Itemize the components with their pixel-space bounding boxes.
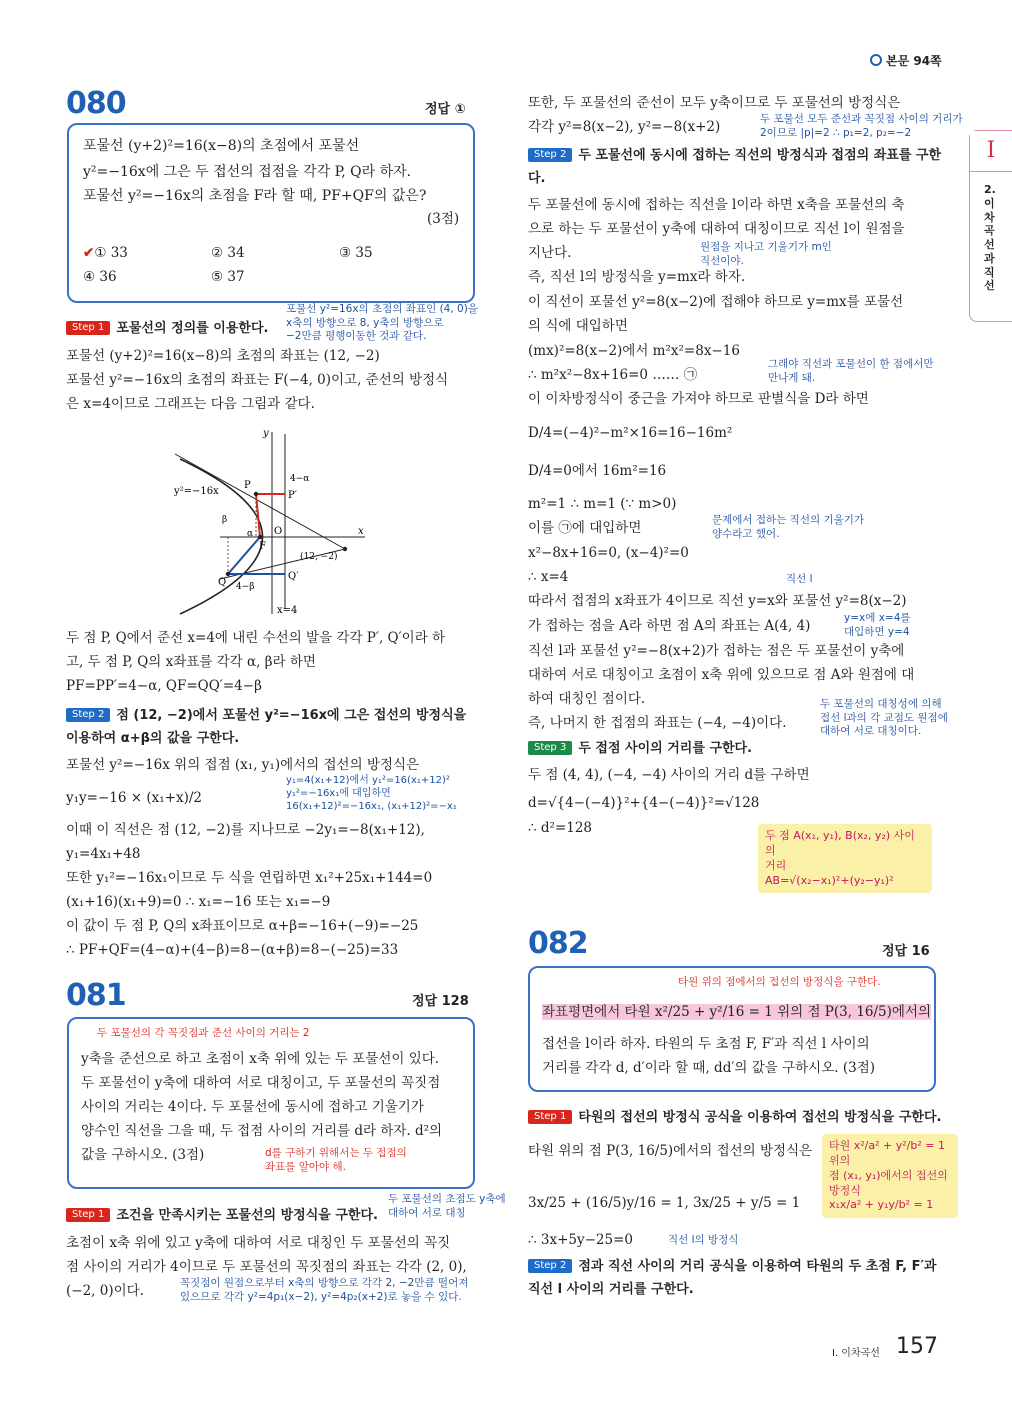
line-l-note: 직선 l [786,573,813,585]
footer-chapter: I. 이차곡선 [832,1348,880,1359]
parabola-graph [160,424,390,619]
point-12-2-label: (12, −2) [300,552,338,562]
problem-line: 포물선 y²=−16x의 초점을 F라 할 때, PF+QF의 값은? [83,188,427,204]
body-line: 이 이차방정식이 중근을 가져야 하므로 판별식을 D라 하면 [528,391,869,407]
line-l-equation-note: 직선 l의 방정식 [668,1234,739,1246]
body-line: 두 포물선에 동시에 접하는 직선을 l이라 하면 x축을 포물선의 축 [528,197,905,213]
problem-line: y²=−16x에 그은 두 접선의 접점을 각각 P, Q라 하자. [83,164,412,180]
body-line: x²−8x+16=0, (x−4)²=0 [528,545,689,561]
problem-line: y축을 준선으로 하고 초점이 x축 위에 있는 두 포물선이 있다. [81,1051,440,1067]
step2-080: Step 2 점 (12, −2)에서 포물선 y²=−16x에 그은 접선의 방정식을 [66,707,466,724]
step2-081: Step 2 두 포물선에 동시에 접하는 직선의 방정식과 접점의 좌표를 구한 [528,147,941,164]
body-line: 타원 위의 점 P(3, 16/5)에서의 접선의 방정식은 [528,1143,813,1159]
body-line: (−2, 0)이다. [66,1283,144,1299]
body-line: ∴ 3x+5y−25=0 [528,1232,634,1248]
problem-line: 두 포물선이 y축에 대하여 서로 대칭이고, 두 포물선의 꼭짓점 [81,1075,441,1091]
point-p [254,492,258,496]
step1-081: Step 1 조건을 만족시키는 포물선의 방정식을 구한다. [66,1207,378,1224]
curve-label: y²=−16x [174,486,219,497]
f-label: F [259,541,266,552]
body-line: 두 점 P, Q에서 준선 x=4에 내린 수선의 발을 각각 P′, Q′이라 하 [66,630,446,646]
body-line: 으로 하는 두 포물선이 y축에 대하여 대칭이므로 직선 l이 원점을 [528,221,905,237]
body-line: PF=PP′=4−α, QF=QQ′=4−β [66,678,262,694]
top-segment-label: 4−α [290,474,310,484]
p-prime-label: P′ [288,490,297,501]
step2-title-line2: 다. [528,171,546,186]
check-icon: ✔ [83,245,95,261]
body-line: 즉, 직선 l의 방정식을 y=mx라 하자. [528,269,746,285]
body-line: 3x/25 + (16/5)y/16 = 1, 3x/25 + y/5 = 1 [528,1195,801,1211]
choice-1[interactable]: ✔① 33 [83,245,128,261]
body-line: 직선 l과 포물선 y²=−8(x+2)가 접하는 점은 두 포물선이 y축에 [528,643,905,659]
body-line: 각각 y²=8(x−2), y²=−8(x+2) [528,119,721,135]
step2-title-line2: 직선 l 사이의 거리를 구한다. [528,1282,694,1297]
body-line: D/4=(−4)²−m²×16=16−16m² [528,425,733,441]
step1-note-081: 두 포물선의 초점도 y축에 대하여 서로 대칭 [388,1193,506,1219]
step3-081: Step 3 두 접점 사이의 거리를 구한다. [528,740,752,757]
choice-5[interactable]: ⑤ 37 [211,269,245,285]
body-line: y₁y=−16 × (x₁+x)/2 [66,790,202,806]
body-line: 또한 y₁²=−16x₁이므로 두 식을 연립하면 x₁²+25x₁+144=0 [66,870,433,886]
choice-3[interactable]: ③ 35 [339,245,373,261]
body-line: 따라서 접점의 x좌표가 4이므로 직선 y=x와 포물선 y²=8(x−2) [528,593,907,609]
body-line: ∴ PF+QF=(4−α)+(4−β)=8−(α+β)=8−(−25)=33 [66,942,399,958]
body-line: 포물선 (y+2)²=16(x−8)의 초점의 좌표는 (12, −2) [66,348,380,364]
problem-note-081: d를 구하기 위해서는 두 접점의 좌표를 알아야 해. [265,1147,407,1173]
body-line: 또한, 두 포물선의 준선이 모두 y축이므로 두 포물선의 방정식은 [528,95,901,111]
points-label: (3점) [427,211,460,227]
slope-note: 문제에서 접하는 직선의 기울기가 양수라고 했어. [712,514,865,540]
body-line: 즉, 나머지 한 접점의 좌표는 (−4, −4)이다. [528,715,787,731]
answer-080: 정답 ① [425,102,466,117]
body-line: 이 직선이 포물선 y²=8(x−2)에 접해야 하므로 y=mx를 포물선 [528,294,904,310]
problem-box-081 [67,1017,475,1189]
body-line: y₁=4x₁+48 [66,846,141,862]
problem-line: 양수인 직선을 그을 때, 두 접점 사이의 거리를 d라 하자. d²의 [81,1123,443,1139]
point-12-2 [343,547,347,551]
body-line: 대하여 서로 대칭이고 초점이 x축 위에 있으므로 점 A와 원점에 대 [528,667,915,683]
page-ref: 본문 94쪽 [870,52,942,69]
alpha-label: α [247,529,254,539]
body-line: d=√{4−(−4)}²+{4−(−4)}²=√128 [528,795,760,811]
body-note-081: 꼭짓점이 원점으로부터 x축의 방향으로 각각 2, −2만큼 떨어져 있으므로 각각 y²=4p₁(x−2), y²=4p₂(x+2)로 놓을 수 있다. [180,1277,469,1303]
one-point-note: 그래야 직선과 포물선이 한 점에서만 만나게 돼. [768,358,934,384]
q-prime-label: Q′ [288,571,299,582]
step2-082: Step 2 점과 직선 사이의 거리 공식을 이용하여 타원의 두 초점 F, F′과 [528,1258,936,1275]
chapter-side-tab[interactable] [969,130,1012,322]
qf-segment [228,537,260,574]
body-line: 두 점 (4, 4), (−4, −4) 사이의 거리 d를 구하면 [528,767,810,783]
body-line: 가 접하는 점을 A라 하면 점 A의 좌표는 A(4, 4) [528,618,811,634]
body-line: 이때 이 직선은 점 (12, −2)를 지나므로 −2y₁=−8(x₁+12), [66,822,425,838]
problem-number-081: 081 [66,978,126,1013]
symmetry-note: 두 포물선의 대칭성에 의해 접선 l과의 각 교점도 원점에 대하여 서로 대칭이다. [820,698,948,738]
problem-line: 값을 구하시오. (3점) [81,1147,205,1163]
step2-title-line2: 이용하여 α+β의 값을 구한다. [66,731,240,746]
y-eq-x-note: y=x에 x=4를 대입하면 y=4 [844,612,911,638]
tangent-formula-box: 타원 x²/a² + y²/b² = 1 위의 점 (x₁, y₁)에서의 접선의 방정식 x₁x/a² + y₁y/b² = 1 [822,1134,958,1218]
step1-080: Step 1 포물선의 정의를 이용한다. [66,320,268,337]
problem-line: 좌표평면에서 타원 x²/25 + y²/16 = 1 위의 점 P(3, 16/5)에서의 [542,1004,932,1020]
choice-4[interactable]: ④ 36 [83,269,117,285]
problem-line: 거리를 각각 d, d′이라 할 때, dd′의 값을 구하시오. (3점) [542,1060,876,1076]
body-line: 이 값이 두 점 P, Q의 x좌표이므로 α+β=−16+(−9)=−25 [66,918,419,934]
problem-line: 접선을 l이라 하자. 타원의 두 초점 F, F′과 직선 l 사이의 [542,1036,870,1052]
point-q [226,572,230,576]
page-number: 157 [896,1334,938,1359]
body-line: ∴ x=4 [528,569,569,585]
body-line: 고, 두 점 P, Q의 x좌표를 각각 α, β라 하면 [66,654,316,670]
body-line: ∴ m²x²−8x+16=0 …… ㉠ [528,367,698,383]
body-line: ∴ d²=128 [528,820,593,836]
origin-label: O [274,526,283,537]
body-line: 포물선 y²=−16x의 초점의 좌표는 F(−4, 0)이고, 준선의 방정식 [66,372,449,388]
body-line: 의 식에 대입하면 [528,318,628,334]
body-line: 하여 대칭인 점이다. [528,691,646,707]
body-line: 지난다. [528,245,572,261]
choice-2[interactable]: ② 34 [211,245,245,261]
step2-note-080: y₁=4(x₁+12)에서 y₁²=16(x₁+12)² y₁²=−16x₁에 대입하면 16(x₁+12)²=−16x₁, (x₁+12)²=−x₁ [286,775,457,812]
right-top-note: 두 포물선 모두 준선과 꼭짓점 사이의 거리가 2이므로 |p|=2 ∴ p₁=2, p₂=−2 [760,113,963,139]
y-axis-label: y [263,428,269,439]
step1-082: Step 1 타원의 접선의 방정식 공식을 이용하여 접선의 방정식을 구한다. [528,1109,941,1126]
answer-082: 정답 16 [882,944,930,959]
section-tab-label: 2. 이차곡선과 직선 [984,183,996,293]
body-line: (x₁+16)(x₁+9)=0 ∴ x₁=−16 또는 x₁=−9 [66,894,331,910]
origin-line-note: 원점을 지나고 기울기가 m인 직선이야. [700,241,832,267]
problem-number-080: 080 [66,86,126,121]
body-line: 이를 ㉠에 대입하면 [528,520,642,536]
problem-line: 사이의 거리는 4이다. 두 포물선에 동시에 접하고 기울기가 [81,1099,424,1115]
line-label: x=4 [277,605,298,616]
step1-note-080: 포물선 y²=16x의 초점의 좌표인 (4, 0)을 x축의 방향으로 8, y축의 방향으로 −2만큼 평행이동한 것과 같다. [286,303,478,343]
body-line: 초점이 x축 위에 있고 y축에 대하여 서로 대칭인 두 포물선의 꼭짓 [66,1235,451,1251]
chapter-tab-label: I [970,131,1012,172]
q-label: Q [218,577,227,588]
circle-bullet-icon [870,54,882,66]
problem-number-082: 082 [528,926,588,961]
point-f [258,535,262,539]
body-line: (mx)²=8(x−2)에서 m²x²=8x−16 [528,343,740,359]
body-line: m²=1 ∴ m=1 (∵ m>0) [528,496,677,512]
problem-box-080 [67,123,475,303]
bottom-segment-label: 4−β [236,582,255,592]
body-line: 은 x=4이므로 그래프는 다음 그림과 같다. [66,396,315,412]
beta-label: β [222,515,228,525]
problem-line: 포물선 (y+2)²=16(x−8)의 초점에서 포물선 [83,138,360,154]
answer-081: 정답 128 [412,994,469,1009]
top-note-082: 타원 위의 점에서의 접선의 방정식을 구한다. [678,976,881,988]
distance-formula-box: 두 점 A(x₁, y₁), B(x₂, y₂) 사이의 거리 AB=√(x₂−x₁)²+(y₂−y₁)² [758,824,932,893]
x-axis-label: x [358,526,364,537]
body-line: 점 사이의 거리가 4이므로 두 포물선의 꼭짓점의 좌표는 각각 (2, 0), [66,1259,467,1275]
top-note-081: 두 포물선의 각 꼭짓점과 준선 사이의 거리는 2 [97,1027,310,1039]
p-label: P [244,480,251,491]
body-line: D/4=0에서 16m²=16 [528,463,667,479]
body-line: 포물선 y²=−16x 위의 접점 (x₁, y₁)에서의 접선의 방정식은 [66,757,420,773]
problem-box-082 [528,966,936,1092]
